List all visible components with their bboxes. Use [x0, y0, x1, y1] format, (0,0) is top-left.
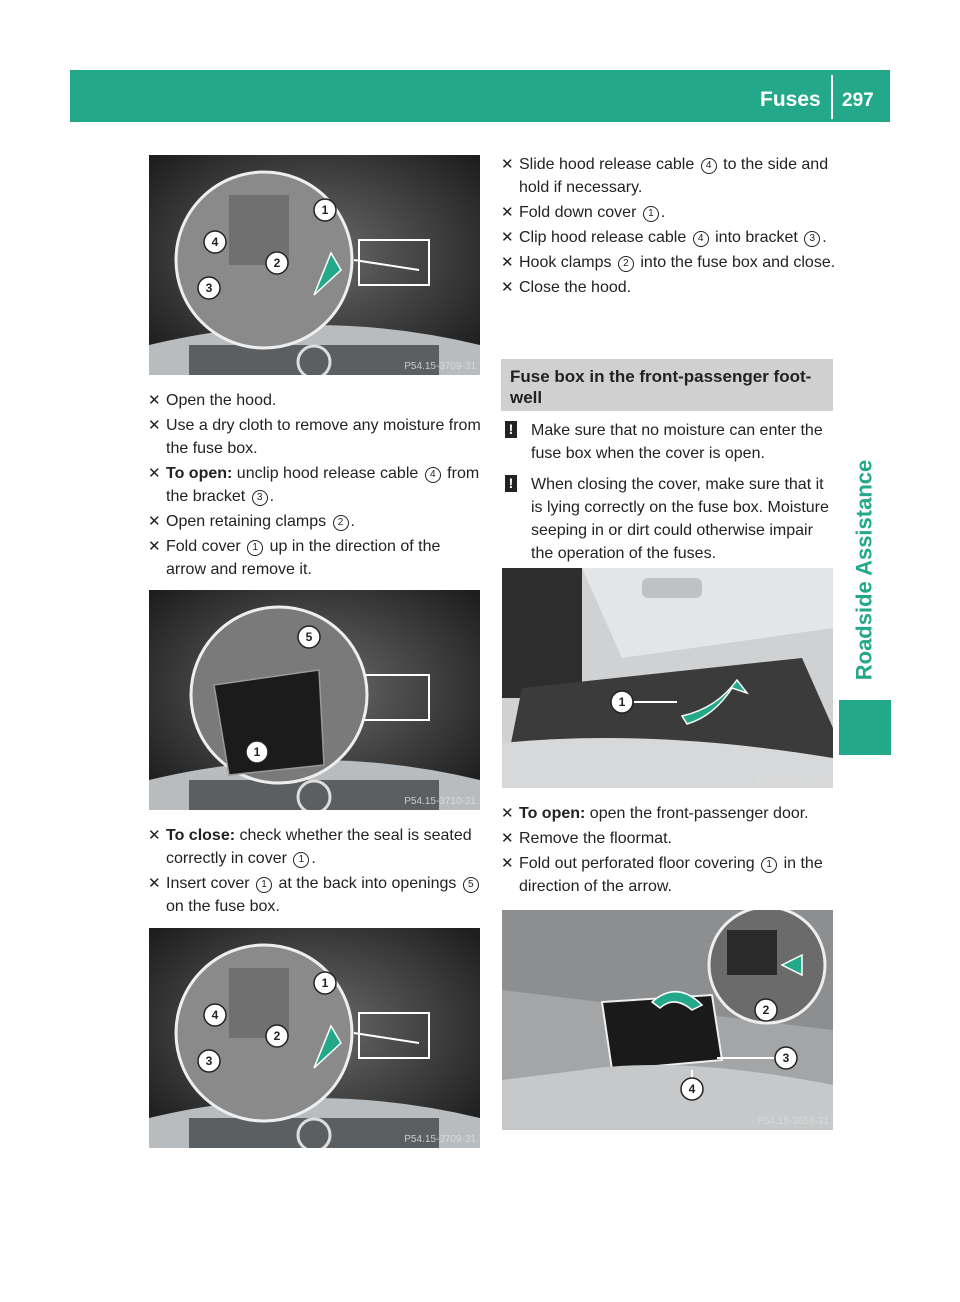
step: ✕ To open: open the front-passenger door.	[501, 805, 809, 822]
cover-illustration	[149, 590, 480, 810]
svg-text:2: 2	[273, 256, 281, 270]
step: ✕ Clip hood release cable 4 into bracket 3 .	[501, 229, 827, 246]
svg-text:2: 2	[762, 1003, 770, 1017]
section-heading: Fuse box in the front-passenger foot-well	[501, 359, 833, 411]
step: ✕ Hook clamps 2 into the fuse box and close.	[501, 254, 836, 271]
photo-code: P54.15-3657-31	[757, 774, 829, 785]
step: ✕ To open: unclip hood release cable 4 from the bracket 3 .	[148, 465, 480, 505]
footwell-photo	[502, 568, 833, 788]
warning-note: ! Make sure that no moisture can enter the fuse box when the cover is open.	[501, 419, 836, 465]
engine-bay-photo-1	[149, 155, 480, 375]
engine-bay-photo-3	[149, 928, 480, 1148]
photo-code: P54.15-3709-31	[404, 361, 476, 372]
svg-text:1: 1	[321, 976, 329, 990]
svg-text:1: 1	[253, 745, 261, 759]
svg-text:2: 2	[273, 1029, 281, 1043]
step: ✕ Close the hood.	[501, 279, 632, 296]
step: ✕ Remove the floormat.	[501, 830, 672, 847]
step: ✕ Open the hood.	[148, 392, 277, 409]
warnings	[501, 419, 836, 573]
photo-code: P54.15-3709-31	[404, 1134, 476, 1145]
svg-text:4: 4	[211, 235, 219, 249]
fuse-box-illustration	[502, 910, 833, 1130]
page-title: Fuses	[760, 88, 821, 111]
step: ✕ Slide hood release cable 4 to the side and hold if necessary.	[501, 156, 829, 196]
photo-code: P54.15-3710-31	[404, 796, 476, 807]
warning-note: ! When closing the cover, make sure that it is lying correctly on the fuse box. Moisture seeping in or dirt could otherwise impair the operation of the fuses.	[501, 473, 836, 565]
step: ✕ Use a dry cloth to remove any moisture from the fuse box.	[148, 417, 481, 457]
step: ✕ To close: check whether the seal is seated correctly in cover 1 .	[148, 827, 472, 867]
right-steps-2	[501, 802, 836, 900]
svg-text:4: 4	[688, 1082, 696, 1096]
svg-text:4: 4	[211, 1008, 219, 1022]
svg-text:3: 3	[782, 1051, 790, 1065]
step: ✕ Insert cover 1 at the back into openings 5 on the fuse box.	[148, 872, 483, 918]
warning-icon: !	[505, 421, 517, 438]
left-steps-1	[148, 389, 483, 583]
step: ✕ Fold cover 1 up in the direction of the arrow and remove it.	[148, 538, 441, 578]
left-steps-2	[148, 824, 483, 920]
photo-code: P54.15-3658-31	[757, 1116, 829, 1127]
fuse-box-photo	[502, 910, 833, 1130]
step: ✕ Fold down cover 1 .	[501, 204, 666, 221]
footwell-illustration	[502, 568, 833, 788]
engine-bay-illustration	[149, 928, 480, 1148]
step: ✕ Open retaining clamps 2 .	[148, 513, 355, 530]
side-tab	[838, 440, 890, 700]
step: ✕ Fold out perforated floor covering 1 in the direction of the arrow.	[501, 855, 823, 895]
header-divider	[831, 75, 833, 119]
side-tab-label: Roadside Assistance	[851, 459, 876, 681]
side-tab-block	[839, 700, 891, 755]
engine-bay-photo-2	[149, 590, 480, 810]
svg-text:3: 3	[205, 281, 213, 295]
svg-text:5: 5	[305, 630, 313, 644]
svg-text:1: 1	[321, 203, 329, 217]
svg-text:3: 3	[205, 1054, 213, 1068]
engine-bay-illustration	[149, 155, 480, 375]
right-steps-1	[501, 153, 836, 301]
svg-text:1: 1	[618, 695, 626, 709]
warning-icon: !	[505, 475, 517, 492]
page-number: 297	[842, 90, 874, 111]
